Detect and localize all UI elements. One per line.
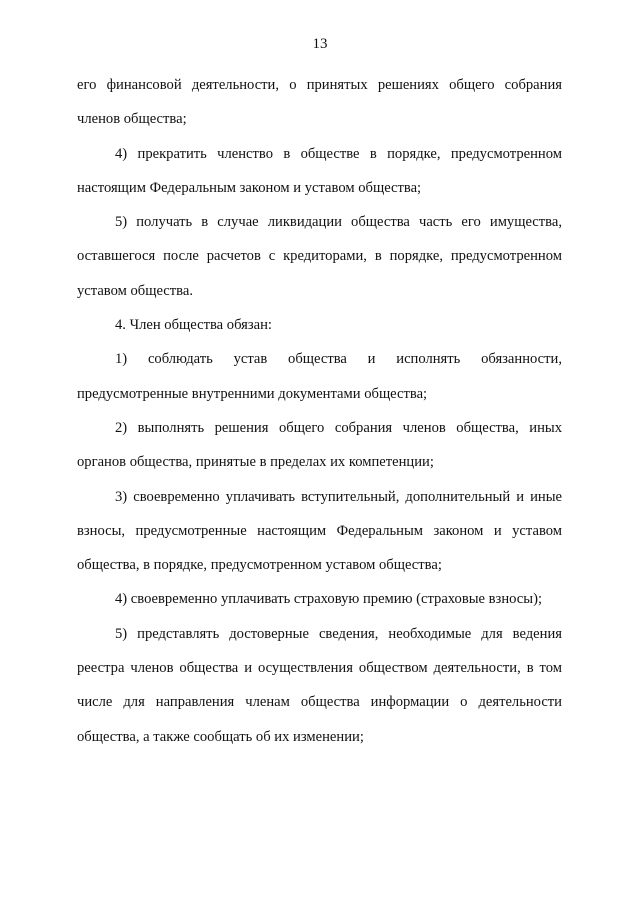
text-line: предусмотренные внутренними документами общества; [77, 385, 428, 402]
document-body [77, 68, 562, 754]
paragraph [77, 342, 562, 411]
text-line: взносы, предусмотренные настоящим Федеральным законом и уставом [77, 522, 562, 539]
text-line: числе для направления членам общества информации о деятельности [77, 694, 562, 711]
text-line: реестра членов общества и осуществления обществом деятельности, в том [77, 660, 562, 677]
paragraph [77, 617, 562, 754]
text-line: его финансовой деятельности, о принятых решениях общего собрания [77, 77, 562, 93]
text-line: 2) выполнять решения общего собрания членов общества, иных [115, 419, 562, 436]
paragraph [77, 411, 562, 480]
text-line: общества, а также сообщать об их изменении; [77, 728, 364, 745]
text-line: общества, в порядке, предусмотренном уставом общества; [77, 557, 442, 574]
paragraph [77, 308, 562, 342]
text-line: уставом общества. [77, 282, 193, 299]
text-line: 4) прекратить членство в обществе в порядке, предусмотренном [115, 145, 562, 162]
text-line: 1) соблюдать устав общества и исполнять обязанности, [115, 351, 562, 368]
text-line: 5) получать в случае ликвидации общества часть его имущества, [115, 214, 562, 231]
paragraph [77, 137, 562, 206]
paragraph [77, 68, 562, 137]
text-line: органов общества, принятые в пределах их компетенции; [77, 454, 434, 471]
text-line: 4. Член общества обязан: [115, 317, 272, 334]
text-line: членов общества; [77, 111, 187, 128]
text-line: 5) представлять достоверные сведения, необходимые для ведения [115, 625, 562, 642]
text-line: настоящим Федеральным законом и уставом общества; [77, 179, 422, 196]
paragraph [77, 205, 562, 308]
paragraph [77, 582, 562, 616]
text-line: 3) своевременно уплачивать вступительный, дополнительный и иные [115, 488, 562, 505]
text-line: оставшегося после расчетов с кредиторами, в порядке, предусмотренном [77, 248, 562, 265]
paragraph [77, 480, 562, 583]
page-number: 13 [312, 36, 328, 52]
text-line: 4) своевременно уплачивать страховую премию (страховые взносы); [115, 591, 542, 608]
